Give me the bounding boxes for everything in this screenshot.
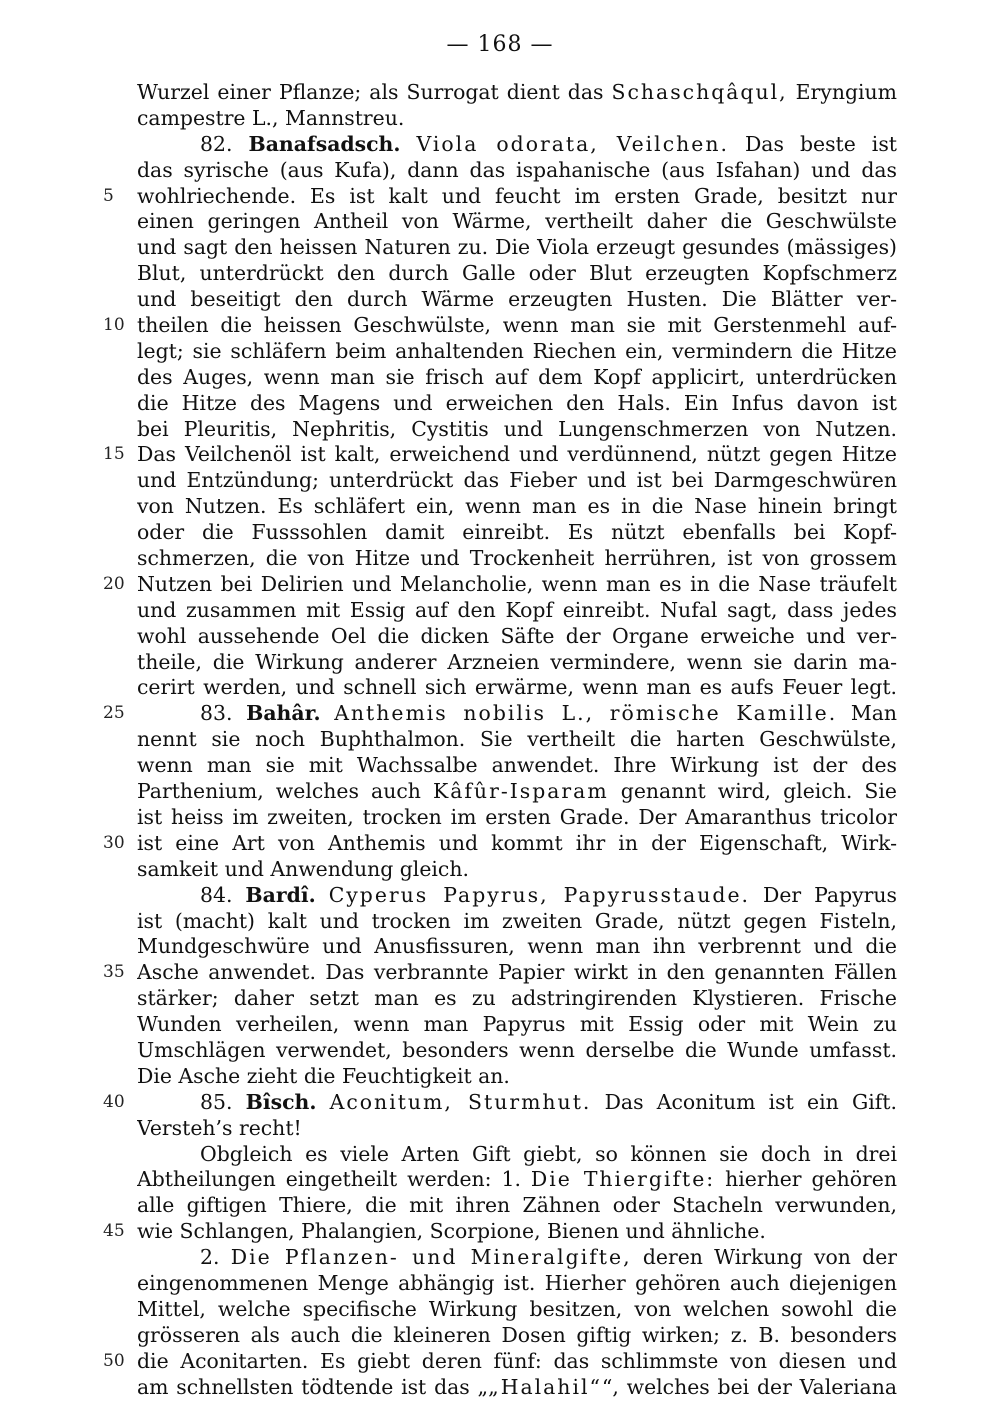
line-text	[200, 132, 897, 158]
text-line	[0, 727, 1000, 753]
text-run: grösseren als auch die kleineren Dosen giftig wirken; z. B. besonders	[137, 1322, 897, 1347]
text-line	[0, 857, 1000, 883]
line-text	[137, 391, 897, 417]
line-text	[137, 313, 897, 339]
text-run: die Hitze des Magens und erweichen den Hals. Ein Infus davon ist	[137, 390, 897, 415]
text-line	[0, 365, 1000, 391]
text-line	[0, 1142, 1000, 1168]
text-line	[0, 909, 1000, 935]
line-text	[137, 1193, 897, 1219]
text-run: das syrische (aus Kufa), dann das ispahanische (aus Isfahan) und das	[137, 157, 897, 182]
line-text	[137, 572, 897, 598]
page-number: — 168 —	[446, 32, 554, 57]
spaced-term: Schaschqâqul,	[611, 80, 788, 104]
text-run: Parthenium, welches auch	[137, 779, 433, 804]
text-line	[0, 624, 1000, 650]
text-line	[0, 753, 1000, 779]
line-number: 45	[103, 1221, 125, 1242]
line-text	[137, 158, 897, 184]
text-line	[0, 391, 1000, 417]
line-text	[137, 960, 897, 986]
text-run: die Aconitarten. Es giebt deren fünf: das schlimmste von diesen und	[137, 1348, 897, 1373]
line-text	[137, 909, 897, 935]
text-run: nennt sie noch Buphthalmon. Sie vertheilt die harten Geschwülste,	[137, 727, 897, 752]
text-body	[0, 80, 1000, 1400]
text-line	[0, 1219, 1000, 1245]
line-text	[137, 365, 897, 391]
line-text	[137, 494, 897, 520]
line-text	[137, 442, 897, 468]
line-text	[137, 1064, 897, 1090]
text-run: ist (macht) kalt und trocken im zweiten Grade, nützt gegen Fisteln,	[137, 908, 897, 933]
text-run: Obgleich es viele Arten Gift giebt, so können sie doch in drei	[200, 1141, 897, 1166]
text-run: 84.	[200, 882, 246, 907]
text-run: 82.	[200, 131, 249, 156]
line-number: 30	[103, 832, 125, 853]
line-text	[137, 1323, 897, 1349]
line-text	[137, 857, 897, 883]
line-number: 5	[103, 185, 114, 206]
line-text	[200, 1090, 897, 1116]
text-line	[0, 1193, 1000, 1219]
text-run: genannt wird, gleich. Sie	[608, 779, 897, 804]
text-run: am schnellsten tödtende ist das „	[137, 1374, 489, 1399]
text-line	[0, 986, 1000, 1012]
text-line	[0, 675, 1000, 701]
line-text	[137, 235, 897, 261]
text-run: ist eine Art von Anthemis und kommt ihr in der Eigenschaft, Wirk-	[137, 830, 897, 855]
entry-headword: Bahâr.	[246, 701, 321, 726]
line-text	[137, 831, 897, 857]
text-run: Wunden verheilen, wenn man Papyrus mit Essig oder mit Wein zu	[137, 1012, 897, 1037]
line-number: 35	[103, 962, 125, 983]
line-number: 50	[103, 1350, 125, 1371]
line-text	[137, 1349, 897, 1375]
text-line	[0, 158, 1000, 184]
line-text	[137, 1116, 897, 1142]
text-line	[0, 417, 1000, 443]
line-text	[137, 675, 897, 701]
text-run: deren Wirkung von der	[631, 1245, 897, 1270]
line-text	[137, 624, 897, 650]
text-run: 2.	[200, 1245, 231, 1270]
text-line	[0, 1038, 1000, 1064]
text-line	[0, 184, 1000, 210]
text-line	[0, 106, 1000, 132]
text-line	[0, 494, 1000, 520]
line-text	[137, 106, 897, 132]
line-text	[137, 1271, 897, 1297]
line-text	[137, 546, 897, 572]
text-run: wohlriechende. Es ist kalt und feucht im ersten Grade, besitzt nur	[137, 183, 897, 208]
text-run: Nutzen bei Delirien und Melancholie, wenn man es in die Nase träufelt	[137, 571, 897, 596]
text-line	[0, 1375, 1000, 1401]
line-text	[137, 80, 897, 106]
text-line	[0, 261, 1000, 287]
line-text	[137, 184, 897, 210]
spaced-term: Anthemis nobilis L., römische Kamille.	[334, 701, 838, 726]
spaced-term: Cyperus Papyrus, Papyrusstaude.	[328, 882, 750, 907]
text-run: Eryngium	[787, 80, 897, 104]
text-run: campestre L., Mannstreu.	[137, 105, 405, 130]
text-run: 83.	[200, 701, 247, 726]
text-run: Der Papyrus	[750, 882, 897, 907]
text-line	[0, 883, 1000, 909]
line-text	[137, 417, 897, 443]
line-text	[137, 1219, 897, 1245]
text-line	[0, 235, 1000, 261]
line-text	[137, 1012, 897, 1038]
spaced-term: Die Thiergifte:	[530, 1167, 716, 1192]
line-text	[137, 287, 897, 313]
spaced-term: „Halahil“	[488, 1374, 602, 1399]
text-line	[0, 701, 1000, 727]
text-run: hierher gehören	[715, 1167, 897, 1192]
text-run: samkeit und Anwendung gleich.	[137, 856, 469, 881]
text-line	[0, 779, 1000, 805]
text-run: Blut, unterdrückt den durch Galle oder Blut erzeugten Kopfschmerz	[137, 261, 897, 286]
text-line	[0, 572, 1000, 598]
line-number: 25	[103, 703, 125, 724]
text-run: theile, die Wirkung anderer Arzneien vermindere, wenn sie darin ma-	[137, 649, 897, 674]
line-text	[137, 1038, 897, 1064]
line-text	[137, 934, 897, 960]
spaced-term: Aconitum, Sturmhut.	[329, 1089, 592, 1114]
text-run: “, welches bei der Valeriana	[601, 1374, 897, 1399]
text-run: theilen die heissen Geschwülste, wenn man sie mit Gerstenmehl auf-	[137, 313, 897, 338]
text-run	[316, 1090, 329, 1114]
text-run: wohl aussehende Oel die dicken Säfte der Organe erweiche und ver-	[137, 623, 897, 648]
line-text	[200, 1245, 897, 1271]
line-text	[137, 1167, 897, 1193]
text-line	[0, 287, 1000, 313]
text-run: und beseitigt den durch Wärme erzeugten Husten. Die Blätter ver-	[137, 287, 897, 312]
text-line	[0, 598, 1000, 624]
line-text	[137, 1297, 897, 1323]
line-number: 20	[103, 573, 125, 594]
text-run: Das beste ist	[728, 131, 897, 156]
text-run: wenn man sie mit Wachssalbe anwendet. Ihre Wirkung ist der des	[137, 753, 897, 778]
text-run	[400, 132, 416, 156]
text-run: des Auges, wenn man sie frisch auf dem Kopf applicirt, unterdrücken	[137, 364, 897, 389]
text-line	[0, 650, 1000, 676]
text-line	[0, 805, 1000, 831]
text-run: Wurzel einer Pflanze; als Surrogat dient das	[137, 80, 612, 104]
text-run: Abtheilungen eingetheilt werden: 1.	[137, 1167, 531, 1192]
line-text	[200, 1142, 897, 1168]
line-text	[200, 883, 897, 909]
text-run: schmerzen, die von Hitze und Trockenheit herrühren, ist von grossem	[137, 546, 897, 571]
text-run: und Entzündung; unterdrückt das Fieber und ist bei Darmgeschwüren	[137, 468, 897, 493]
text-run: cerirt werden, und schnell sich erwärme, wenn man es aufs Feuer legt.	[137, 675, 897, 700]
text-line	[0, 468, 1000, 494]
entry-headword: Bardî.	[245, 882, 316, 907]
line-number: 15	[103, 444, 125, 465]
line-text	[137, 261, 897, 287]
text-line	[0, 1116, 1000, 1142]
text-line	[0, 313, 1000, 339]
text-run: oder die Fusssohlen damit einreibt. Es nützt ebenfalls bei Kopf-	[137, 520, 897, 545]
text-run: alle giftigen Thiere, die mit ihren Zähnen oder Stacheln verwunden,	[137, 1193, 897, 1218]
text-run	[321, 701, 335, 725]
text-run: Asche anwendet. Das verbrannte Papier wirkt in den genannten Fällen	[137, 960, 897, 985]
line-text	[137, 727, 897, 753]
line-text	[137, 986, 897, 1012]
text-run: und sagt den heissen Naturen zu. Die Viola erzeugt gesundes (mässiges)	[137, 235, 897, 260]
text-line	[0, 546, 1000, 572]
line-text	[137, 1375, 897, 1401]
text-run: legt; sie schläfern beim anhaltenden Riechen ein, vermindern die Hitze	[137, 338, 897, 363]
line-text	[137, 339, 897, 365]
text-run: Umschlägen verwendet, besonders wenn derselbe die Wunde umfasst.	[137, 1037, 897, 1062]
text-line	[0, 339, 1000, 365]
line-text	[137, 805, 897, 831]
text-run: und zusammen mit Essig auf den Kopf einreibt. Nufal sagt, dass jedes	[137, 597, 897, 622]
entry-headword: Banafsadsch.	[248, 131, 401, 156]
line-text	[137, 598, 897, 624]
entry-headword: Bîsch.	[245, 1089, 317, 1114]
text-line	[0, 1349, 1000, 1375]
line-text	[137, 209, 897, 235]
text-run: Mundgeschwüre und Anusfissuren, wenn man ihn verbrennt und die	[137, 934, 897, 959]
text-run: Man	[837, 701, 897, 726]
line-number: 10	[103, 315, 125, 336]
line-text	[137, 520, 897, 546]
text-line	[0, 831, 1000, 857]
line-text	[137, 779, 897, 805]
text-run: Das Veilchenöl ist kalt, erweichend und verdünnend, nützt gegen Hitze	[137, 442, 897, 467]
text-run: einen geringen Antheil von Wärme, vertheilt daher die Geschwülste	[137, 209, 897, 234]
text-line	[0, 1297, 1000, 1323]
text-run: wie Schlangen, Phalangien, Scorpione, Bienen und ähnliche.	[137, 1219, 766, 1244]
line-text	[200, 701, 897, 727]
text-line	[0, 1245, 1000, 1271]
text-run: ist heiss im zweiten, trocken im ersten Grade. Der Amaranthus tricolor	[137, 804, 897, 829]
spaced-term: Kâfûr-Isparam	[433, 779, 609, 804]
line-text	[137, 468, 897, 494]
text-line	[0, 1323, 1000, 1349]
text-line	[0, 209, 1000, 235]
spaced-term: Viola odorata, Veilchen.	[416, 131, 729, 156]
text-line	[0, 442, 1000, 468]
text-line	[0, 1064, 1000, 1090]
text-line	[0, 80, 1000, 106]
text-run: 85.	[200, 1089, 246, 1114]
text-run: Mittel, welche specifische Wirkung besitzen, von welchen sowohl die	[137, 1296, 897, 1321]
text-run	[316, 883, 329, 907]
spaced-term: Die Pflanzen- und Mineralgifte,	[230, 1245, 632, 1270]
text-run: Die Asche zieht die Feuchtigkeit an.	[137, 1063, 510, 1088]
text-line	[0, 960, 1000, 986]
text-line	[0, 1090, 1000, 1116]
text-line	[0, 1167, 1000, 1193]
line-number: 40	[103, 1091, 125, 1112]
text-run: bei Pleuritis, Nephritis, Cystitis und Lungenschmerzen von Nutzen.	[137, 416, 897, 441]
text-line	[0, 1012, 1000, 1038]
text-line	[0, 520, 1000, 546]
line-text	[137, 753, 897, 779]
text-line	[0, 934, 1000, 960]
line-text	[137, 650, 897, 676]
text-run: stärker; daher setzt man es zu adstringirenden Klystieren. Frische	[137, 986, 897, 1011]
text-run: eingenommenen Menge abhängig ist. Hierher gehören auch diejenigen	[137, 1270, 897, 1295]
text-line	[0, 132, 1000, 158]
text-run: Das Aconitum ist ein Gift.	[591, 1089, 897, 1114]
text-run: von Nutzen. Es schläfert ein, wenn man es in die Nase hinein bringt	[137, 494, 897, 519]
text-line	[0, 1271, 1000, 1297]
text-run: Versteh’s recht!	[137, 1115, 302, 1140]
